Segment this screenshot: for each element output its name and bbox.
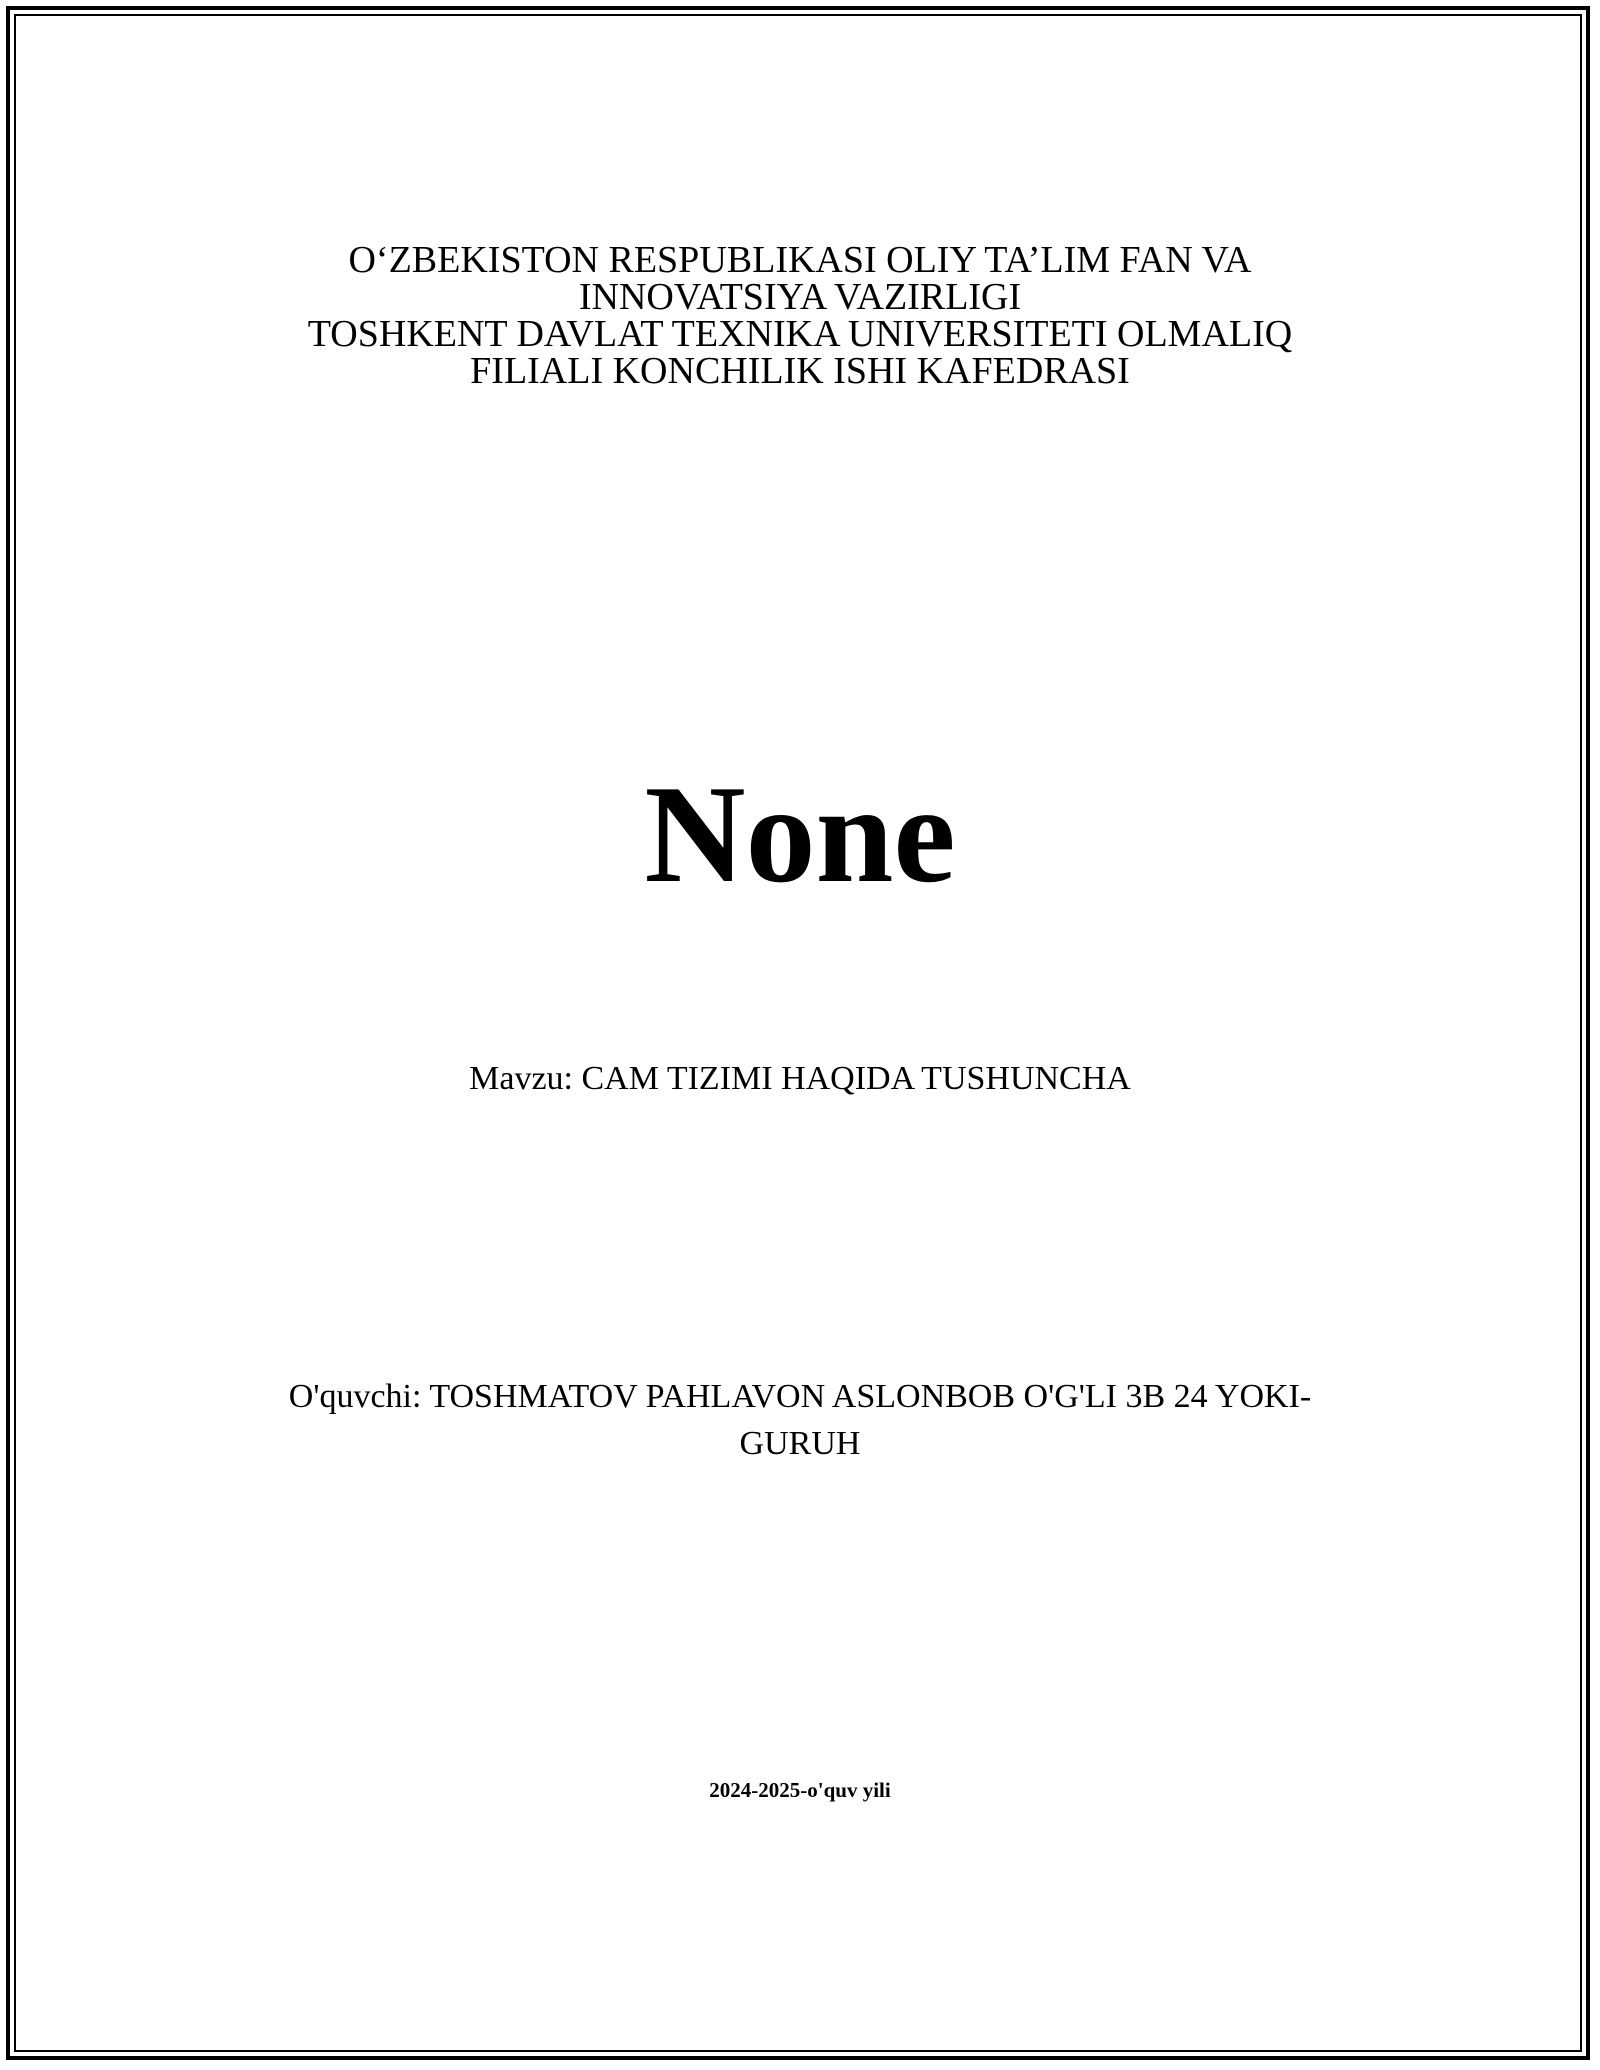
document-title: None xyxy=(644,757,956,912)
academic-year: 2024-2025-o'quv yili xyxy=(709,1778,891,1802)
student-line-2: GURUH xyxy=(739,1425,861,1462)
header-line-1: O‘ZBEKISTON RESPUBLIKASI OLIY TA’LIM FAN VA xyxy=(348,239,1252,281)
header-line-4: FILIALI KONCHILIK ISHI KAFEDRASI xyxy=(470,350,1130,392)
institution-header xyxy=(200,239,1400,392)
student-line-1: O'quvchi: TOSHMATOV PAHLAVON ASLONBOB O'G'LI 3B 24 YOKI- xyxy=(288,1378,1312,1415)
header-line-2: INNOVATSIYA VAZIRLIGI xyxy=(578,276,1022,318)
topic-line: Mavzu: CAM TIZIMI HAQIDA TUSHUNCHA xyxy=(469,1060,1131,1097)
student-info xyxy=(200,1373,1400,1467)
header-line-3: TOSHKENT DAVLAT TEXNIKA UNIVERSITETI OLMALIQ xyxy=(307,313,1293,355)
